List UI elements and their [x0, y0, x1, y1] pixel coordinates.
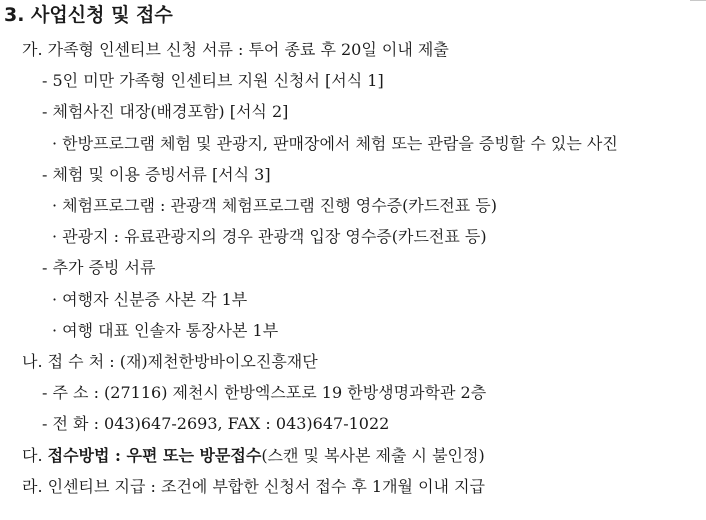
item-ra-payment: 라. 인센티브 지급 : 조건에 부합한 신청서 접수 후 1개월 이내 지급	[22, 477, 486, 496]
detail-program-receipt: · 체험프로그램 : 관광객 체험프로그램 진행 영수증(카드전표 등)	[52, 196, 497, 215]
method-prefix: 다.	[22, 446, 48, 465]
detail-attraction-receipt: · 관광지 : 유료관광지의 경우 관광객 입장 영수증(카드전표 등)	[52, 227, 487, 246]
section-title: 3. 사업신청 및 접수	[4, 4, 173, 26]
sub-item-photo-register: - 체험사진 대장(배경포함) [서식 2]	[42, 102, 289, 121]
sub-item-phone-fax: - 전 화 : 043)647-2693, FAX : 043)647-1022	[42, 414, 390, 433]
item-na-reception: 나. 접 수 처 : (재)제천한방바이오진흥재단	[22, 352, 318, 371]
sub-item-usage-evidence: - 체험 및 이용 증빙서류 [서식 3]	[42, 165, 271, 184]
detail-photo-evidence: · 한방프로그램 체험 및 관광지, 판매장에서 체험 또는 관람을 증빙할 수 있는 사진	[52, 134, 618, 153]
sub-item-address: - 주 소 : (27116) 제천시 한방엑스포로 19 한방생명과학관 2층	[42, 383, 487, 402]
sub-item-application-form: - 5인 미만 가족형 인센티브 지원 신청서 [서식 1]	[42, 71, 384, 90]
detail-bankbook-copy: · 여행 대표 인솔자 통장사본 1부	[52, 321, 279, 340]
sub-item-additional-docs: - 추가 증빙 서류	[42, 258, 156, 277]
item-da-method	[22, 446, 485, 466]
method-label: 접수방법 : 우편 또는 방문접수	[47, 446, 262, 465]
method-note: (스캔 및 복사본 제출 시 불인정)	[261, 446, 485, 465]
top-rule	[690, 0, 706, 1]
detail-id-copy: · 여행자 신분증 사본 각 1부	[52, 290, 248, 309]
item-ga-submission-docs: 가. 가족형 인센티브 신청 서류 : 투어 종료 후 20일 이내 제출	[22, 40, 449, 59]
